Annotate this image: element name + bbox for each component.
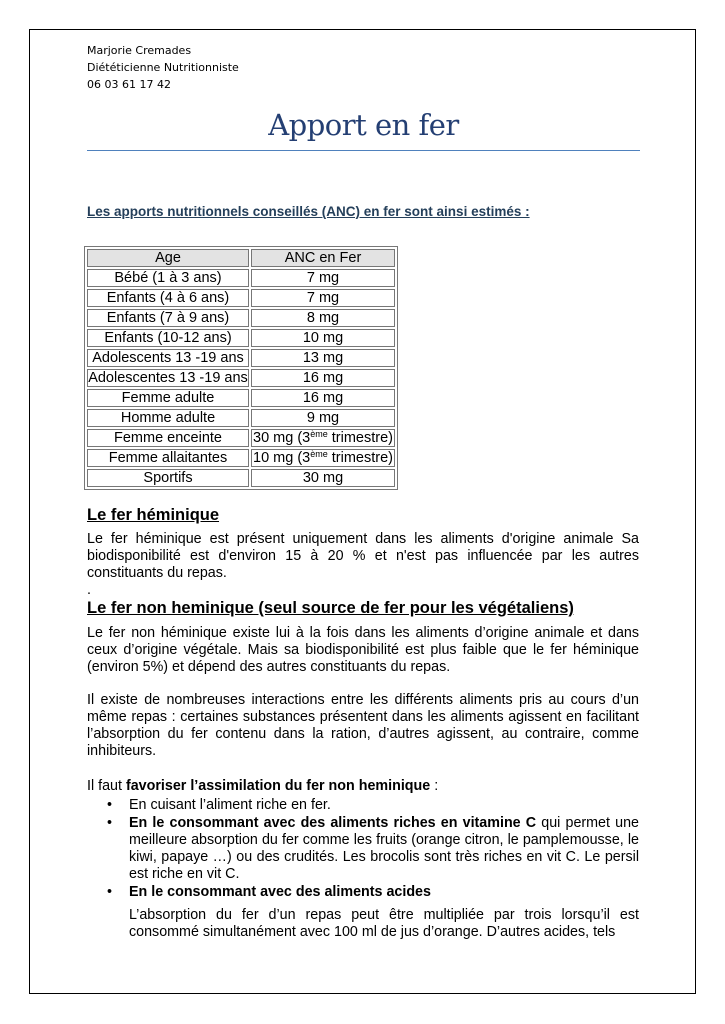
anc-heading: Les apports nutritionnels conseillés (ANC) en fer sont ainsi estimés : [87, 204, 530, 219]
table-cell-anc: 8 mg [251, 309, 395, 327]
list-item-bold: En le consommant avec des aliments acides [129, 884, 431, 900]
table-row [87, 329, 395, 347]
table-cell-anc: 10 mg [251, 329, 395, 347]
paragraph-non-heminique-2: Il existe de nombreuses interactions entre les différents aliments pris au cours d’un même repas : certaines substances présentent dans les aliments agissent en facilitant l’absorption du fer contenu dans la ration, d’autres agissent, au contraire, comme inhibiteurs. [87, 692, 639, 759]
title-underline [87, 150, 640, 151]
table-cell-anc [251, 449, 395, 467]
table-cell-anc: 13 mg [251, 349, 395, 367]
paragraph-non-heminique-1: Le fer non héminique existe lui à la fois dans les aliments d’origine animale et dans ceux d’origine végétale. Mais sa biodisponibilité est plus faible que le fer héminique (environ 5%) et dépend des autres constituants du repas. [87, 625, 639, 675]
heading-fer-non-heminique: Le fer non heminique (seul source de fer pour les végétaliens) [87, 599, 574, 617]
table-cell-age: Femme allaitantes [87, 449, 249, 467]
paragraph-continuation: L’absorption du fer d’un repas peut être multipliée par trois lorsqu’il est consommé simultanément avec 100 ml de jus d’orange. D’autres acides, tels [129, 907, 639, 940]
table-row [87, 449, 395, 467]
table-row [87, 309, 395, 327]
table-cell-age: Adolescentes 13 -19 ans [88, 370, 248, 386]
table-cell-age: Adolescents 13 -19 ans [87, 349, 249, 367]
table-header-anc: ANC en Fer [251, 249, 395, 267]
table-cell-anc: 16 mg [251, 369, 395, 387]
table-header-row [87, 249, 395, 267]
table-row [87, 349, 395, 367]
list-item [87, 884, 639, 901]
table-cell-anc: 9 mg [251, 409, 395, 427]
favor-intro [87, 778, 639, 795]
table-cell-age: Bébé (1 à 3 ans) [87, 269, 249, 287]
list-item [87, 815, 639, 883]
table-cell-anc: 16 mg [251, 389, 395, 407]
anc-value-sup: ème [310, 429, 328, 439]
table-cell-age: Enfants (10-12 ans) [87, 329, 249, 347]
table-cell-age: Femme adulte [87, 389, 249, 407]
table-cell-age: Enfants (7 à 9 ans) [87, 309, 249, 327]
anc-value-sup: ème [310, 449, 328, 459]
table-cell-age: Femme enceinte [87, 429, 249, 447]
paragraph-dot: . [87, 582, 91, 598]
anc-value-post: trimestre) [327, 430, 393, 446]
favor-intro-bold: favoriser l’assimilation du fer non heminique [125, 778, 431, 794]
anc-value-pre: 10 mg (3 [253, 450, 311, 466]
list-item-bold: En le consommant avec des aliments riches en vitamine C [129, 815, 537, 831]
paragraph-fer-heminique: Le fer héminique est présent uniquement dans les aliments d'origine animale Sa biodisponibilité est d'environ 15 à 20 % et n'est pas influencée par les autres constituants du repas. [87, 531, 639, 581]
table-row [87, 429, 395, 447]
table-row [87, 409, 395, 427]
table-row [87, 289, 395, 307]
favor-intro-post: : [430, 778, 439, 794]
bullet-icon: • [107, 797, 113, 813]
table-cell-age: Enfants (4 à 6 ans) [87, 289, 249, 307]
table-cell-anc [251, 429, 395, 447]
anc-value-pre: 30 mg (3 [253, 430, 311, 446]
header-block [87, 42, 239, 93]
author-name: Marjorie Cremades [87, 44, 192, 57]
bullet-icon: • [107, 815, 113, 831]
favor-list [87, 797, 639, 902]
anc-table [84, 246, 398, 490]
table-cell-anc: 30 mg [251, 469, 395, 487]
page-title: Apport en fer [268, 108, 459, 142]
table-cell-age: Homme adulte [87, 409, 249, 427]
bullet-icon: • [107, 884, 113, 900]
anc-value-post: trimestre) [327, 450, 393, 466]
table-cell-age: Sportifs [87, 469, 249, 487]
author-phone: 06 03 61 17 42 [87, 78, 171, 91]
favor-intro-pre: Il faut [87, 778, 126, 794]
list-item [87, 797, 639, 814]
list-item-text: En cuisant l’aliment riche en fer. [129, 797, 331, 813]
table-row [87, 269, 395, 287]
table-row [87, 389, 395, 407]
table-cell-anc: 7 mg [251, 269, 395, 287]
table-row [87, 369, 395, 387]
table-row [87, 469, 395, 487]
table-cell-anc: 7 mg [251, 289, 395, 307]
list-item-text: qui permet une meilleure absorption du fer comme les fruits (orange citron, le pamplemousse, le kiwi, papaye …) ou des crudités. Les brocolis sont très riches en vit C. Le persil est riche en vit C. [129, 815, 639, 882]
heading-fer-heminique: Le fer héminique [87, 506, 220, 524]
author-profession: Diététicienne Nutritionniste [87, 61, 239, 74]
table-header-age: Age [87, 249, 249, 267]
